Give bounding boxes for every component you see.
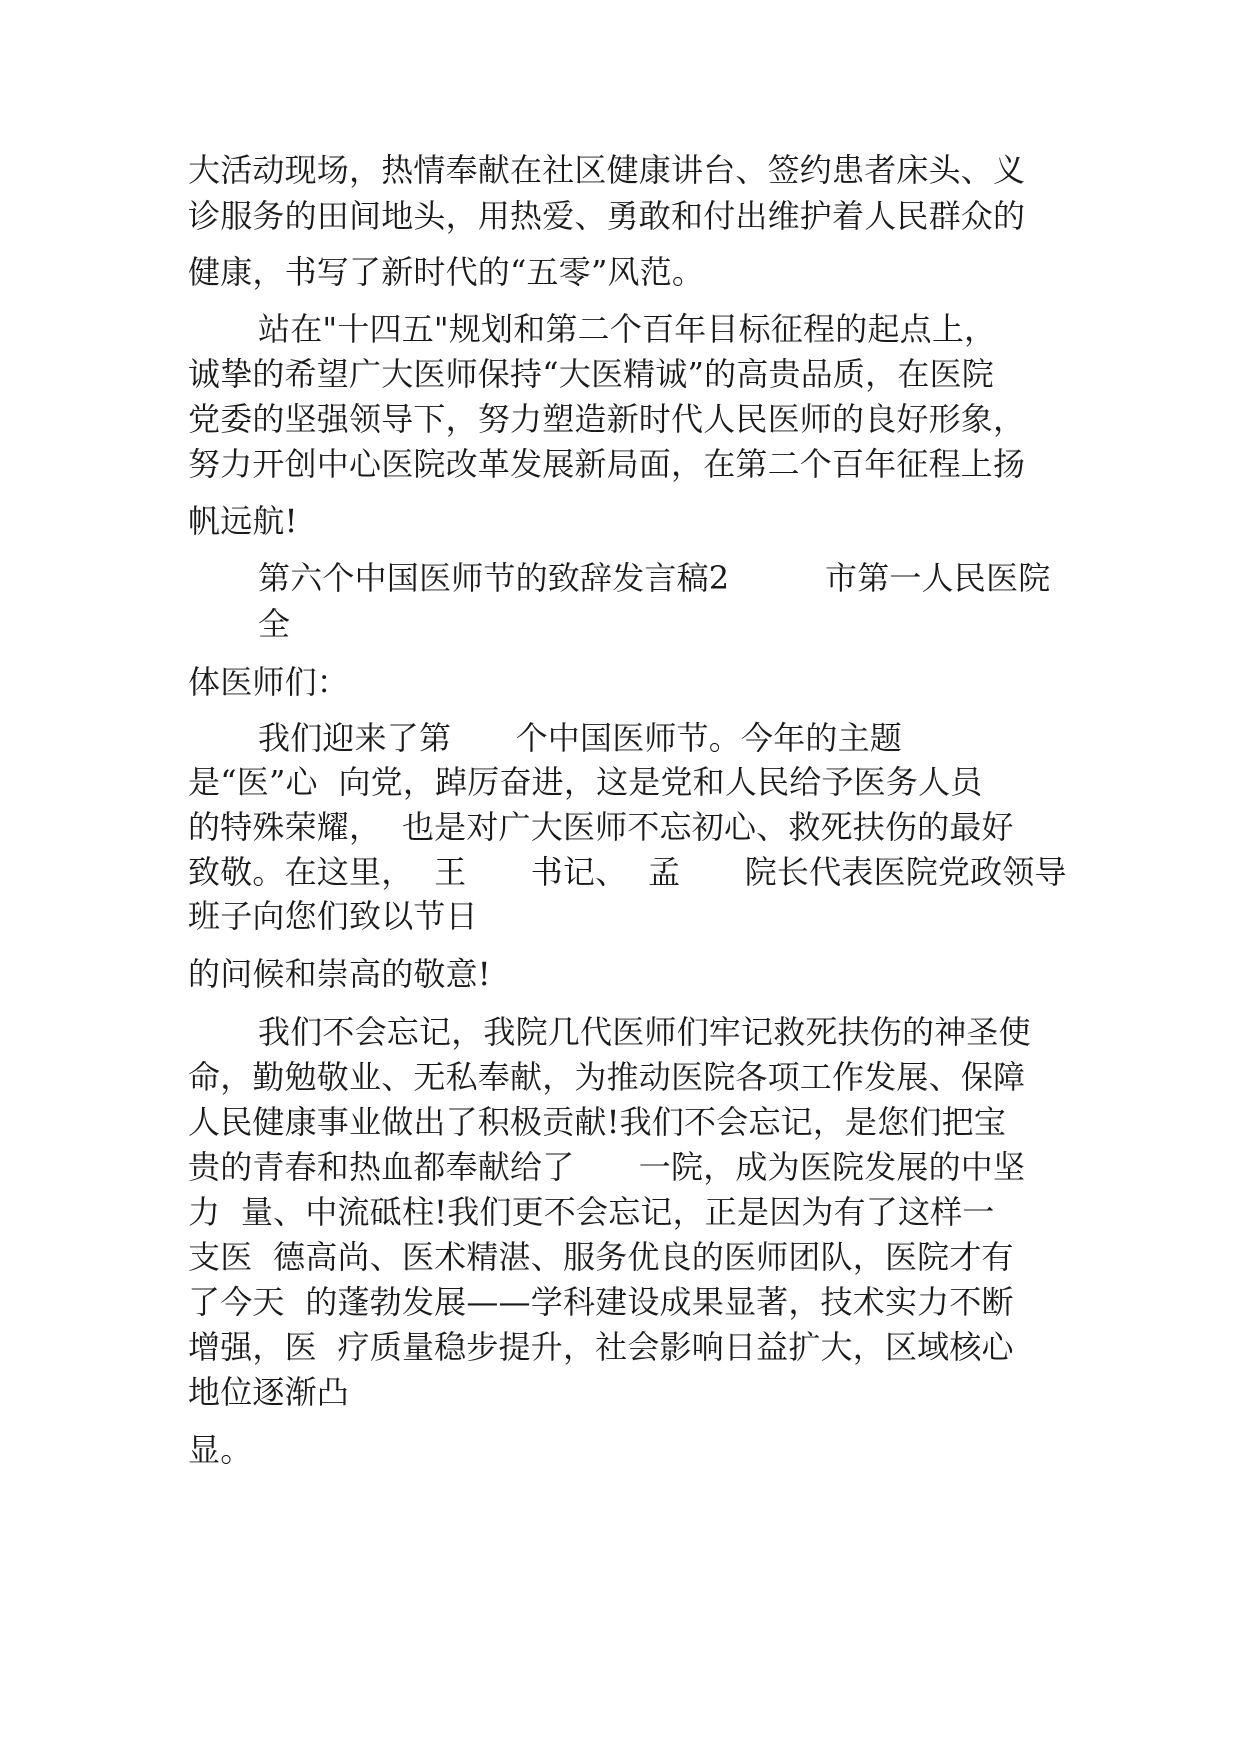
paragraph-line: 的特殊荣耀， 也是对广大医师不忘初心、救死扶伤的最好 bbox=[188, 808, 1014, 846]
paragraph-line: 支医 德高尚、医术精湛、服务优良的医师团队，医院才有 bbox=[188, 1238, 1014, 1276]
paragraph-line: 人民健康事业做出了积极贡献!我们不会忘记，是您们把宝 bbox=[188, 1103, 1007, 1141]
paragraph-line: 帆远航! bbox=[188, 502, 298, 540]
paragraph-line: 贵的青春和热血都奉献给了 一院，成为医院发展的中坚 bbox=[188, 1148, 1026, 1186]
paragraph-line: 地位逐渐凸 bbox=[188, 1373, 350, 1411]
paragraph-line: 我们不会忘记，我院几代医师们牢记救死扶伤的神圣使 bbox=[258, 1013, 1031, 1051]
paragraph-line: 显。 bbox=[188, 1431, 253, 1469]
paragraph-line: 健康，书写了新时代的“五零”风范。 bbox=[188, 253, 705, 291]
paragraph-line: 班子向您们致以节日 bbox=[188, 897, 478, 935]
paragraph-line: 是“医”心 向党，踔厉奋进，这是党和人民给予医务人员 bbox=[188, 763, 983, 801]
paragraph-line: 大活动现场，热情奉献在社区健康讲台、签约患者床头、义 bbox=[188, 151, 1026, 189]
paragraph-line: 增强，医 疗质量稳步提升，社会影响日益扩大，区域核心 bbox=[188, 1328, 1014, 1366]
paragraph-line: 力 量、中流砥柱!我们更不会忘记，正是因为有了这样一 bbox=[188, 1193, 995, 1231]
heading-organization: 市第一人民医院 bbox=[825, 559, 1051, 597]
paragraph-line: 致敬。在这里， 王 书记、 孟 院长代表医院党政领导 bbox=[188, 853, 1067, 891]
paragraph-line: 的问候和崇高的敬意! bbox=[188, 955, 491, 993]
paragraph-line: 党委的坚强领导下，努力塑造新时代人民医师的良好形象， bbox=[188, 400, 1026, 438]
paragraph-line: 诚挚的希望广大医师保持“大医精诚”的高贵品质，在医院 bbox=[188, 355, 994, 393]
paragraph-line: 了今天 的蓬勃发展——学科建设成果显著，技术实力不断 bbox=[188, 1283, 1014, 1321]
heading-line: 全 bbox=[258, 605, 291, 643]
paragraph-line: 我们迎来了第 个中国医师节。今年的主题 bbox=[258, 719, 903, 757]
paragraph-line: 努力开创中心医院改革发展新局面，在第二个百年征程上扬 bbox=[188, 445, 1026, 483]
paragraph-line: 站在"十四五"规划和第二个百年目标征程的起点上， bbox=[258, 310, 997, 348]
heading-title: 第六个中国医师节的致辞发言稿2 bbox=[258, 559, 730, 597]
paragraph-line: 命，勤勉敬业、无私奉献，为推动医院各项工作发展、保障 bbox=[188, 1058, 1026, 1096]
paragraph-line: 诊服务的田间地头，用热爱、勇敢和付出维护着人民群众的 bbox=[188, 197, 1026, 235]
salutation: 体医师们： bbox=[188, 663, 350, 701]
